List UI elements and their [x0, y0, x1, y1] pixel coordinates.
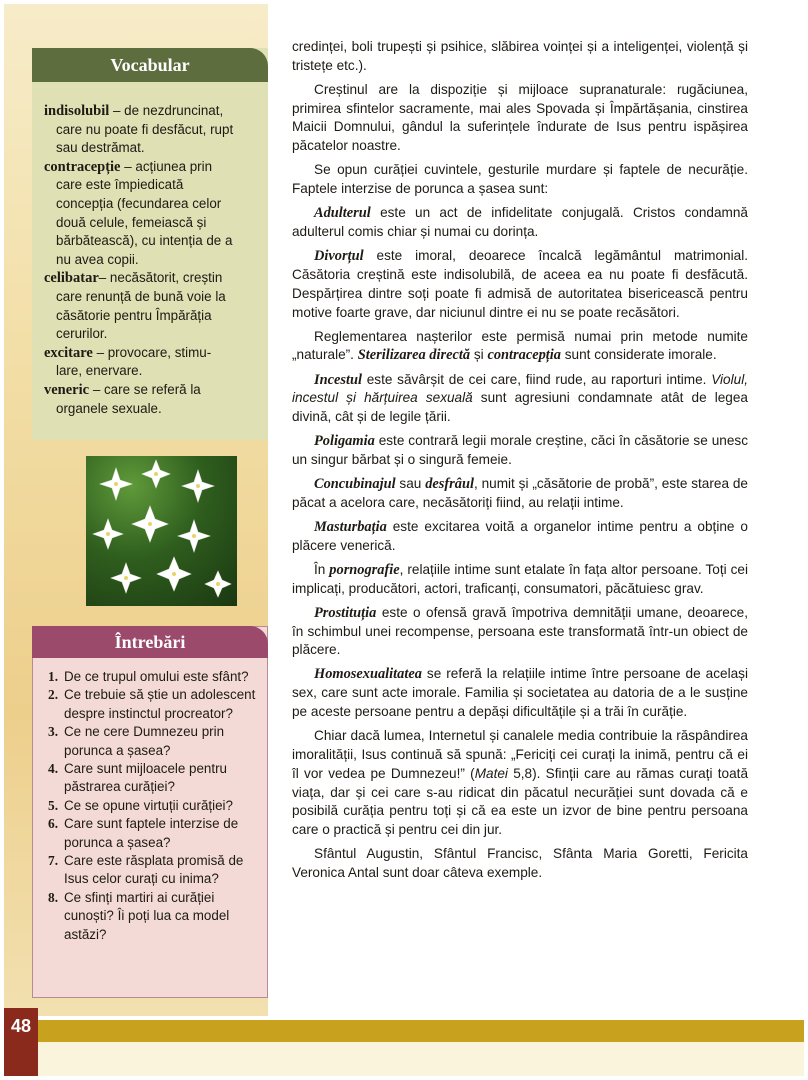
paragraph-text: este excitarea voită a organelor intime pentru a obține o plăcere venerică. — [292, 519, 748, 553]
paragraph-divort — [292, 247, 748, 322]
paragraph-text: este o ofensă gravă împotriva demnității umane, deoarece, în schimbul unei recompense, persoana este transformată într-un obiect de plăcere. — [292, 604, 748, 658]
page-number: 48 — [10, 1016, 32, 1036]
keyword: contracepția — [487, 347, 561, 364]
vocab-term: indisolubil — [44, 103, 110, 119]
question-item — [48, 686, 262, 723]
lily-flowers-illustration — [86, 456, 237, 606]
paragraph-concubinaj — [292, 475, 748, 513]
paragraph: Creștinul are la dispoziție și mijloace supranaturale: rugăciunea, primirea sfintelor sacramente, mai ales Spovada și Împărtășania, cinstirea Maicii Domnului, gândul la suferințele îndurate de Isus pentru ispășirea păcatelor noastre. — [292, 81, 748, 154]
paragraph-poligamie — [292, 432, 748, 470]
vocab-definition-line: sau destrămat. — [56, 140, 145, 156]
keyword: pornografie — [329, 561, 400, 578]
keyword: Prostituția — [314, 604, 377, 621]
question-number: 2. — [48, 687, 59, 703]
footer-strip — [4, 1042, 804, 1076]
paragraph-text: În — [314, 561, 330, 577]
paragraph-homosexualitate — [292, 665, 748, 721]
vocab-definition: – provocare, stimu- — [92, 344, 212, 360]
vocab-definition-line: care nu poate fi desfăcut, rupt — [56, 121, 234, 137]
vocabulary-list — [44, 102, 262, 418]
keyword: Divorțul — [314, 248, 364, 265]
keyword: Homosexualitatea — [314, 666, 422, 683]
vocab-definition-line: organele sexuale. — [56, 400, 162, 416]
paragraph: Se opun curăției cuvintele, gesturile murdare și faptele de necurăție. Faptele interzise de porunca a șasea sunt: — [292, 162, 748, 197]
paragraph-text: sunt agresiuni condamnate atât de legea divină, cât și de legile țării. — [292, 390, 748, 425]
question-item — [48, 815, 262, 852]
vocab-term: contracepție — [44, 158, 121, 175]
paragraph-text: se referă la relațiile intime între persoane de același sex, care sunt acte imorale. Familia și societatea au datoria de a le susține pe aceste persoane pentru a depăși dificultățile și a trăi în curăție. — [292, 666, 748, 720]
question-text: Care sunt mijloacele pentru păstrarea curăției? — [64, 761, 228, 795]
keyword: desfrâul — [425, 476, 474, 493]
question-text: Ce ne cere Dumnezeu prin porunca a șasea? — [64, 724, 225, 758]
italic-text: Violul, incestul și hărțuirea sexuală — [292, 371, 748, 406]
questions-list — [48, 668, 262, 944]
paragraph-text: sunt considerate imorale. — [560, 347, 717, 363]
question-item — [48, 852, 262, 889]
paragraph-text: sau — [395, 476, 426, 492]
question-text: Care este răsplata promisă de Isus celor curați cu inima? — [64, 853, 244, 887]
vocab-definition-line: nu avea copii. — [56, 251, 139, 267]
question-number: 8. — [48, 889, 59, 905]
vocab-entry — [44, 158, 262, 270]
question-number: 3. — [48, 724, 59, 740]
keyword: Poligamia — [314, 433, 375, 450]
vocab-term: excitare — [44, 344, 93, 361]
paragraph-text: 5,8). Sfinții care au rămas curați toată viața, dar și cei care s-au ridicat din păcatul necurăției sunt dovada că e posibilă curăția pentru toți și că ea este un izvor de bine pentru persoana care o practică și pentru cei din jur. — [292, 765, 749, 838]
paragraph-adulter — [292, 204, 748, 242]
vocab-definition-line: două celule, femeiască și — [56, 214, 207, 230]
vocab-entry — [44, 102, 262, 158]
paragraph-text: , relațiile intime sunt etalate în fața altor persoane. Toți cei implicați, producători, actori, traficanți, consumatori, păcătuiesc grav. — [292, 561, 748, 596]
question-text: De ce trupul omului este sfânt? — [64, 669, 249, 684]
questions-title: Întrebări — [32, 626, 268, 658]
vocab-term: celibatar — [44, 270, 99, 287]
keyword: Sterilizarea directă — [357, 347, 471, 364]
paragraph-reglementare — [292, 328, 748, 366]
vocab-definition-line: concepția (fecundarea celor — [56, 195, 222, 211]
question-number: 1. — [48, 669, 59, 684]
paragraph-text: este săvârșit de cei care, fiind rude, au raporturi intime. — [361, 371, 712, 387]
vocab-term: veneric — [44, 381, 90, 398]
vocab-definition-line: lare, enervare. — [56, 363, 143, 379]
footer-bar — [4, 1020, 804, 1042]
question-item — [48, 889, 262, 944]
vocab-entry — [44, 381, 262, 418]
bible-reference: Matei — [474, 765, 508, 781]
vocab-definition-line: căsătorie pentru Împărăția — [56, 307, 212, 323]
question-text: Ce trebuie să știe un adolescent despre instinctul procreator? — [64, 687, 256, 721]
paragraph-text: și — [470, 347, 488, 363]
vocab-entry — [44, 344, 262, 381]
question-item — [48, 760, 262, 797]
question-number: 5. — [48, 797, 59, 813]
keyword: Masturbația — [314, 519, 387, 535]
question-item — [48, 723, 262, 760]
question-number: 7. — [48, 853, 59, 869]
question-text: Ce se opune virtuții curăției? — [64, 797, 233, 813]
vocab-entry — [44, 269, 262, 343]
main-text-column — [292, 38, 748, 888]
paragraph-text: este contrară legii morale creștine, căci în căsătorie se unesc un singur bărbat și o singură femeie. — [292, 433, 748, 468]
vocab-definition-line: care renunță de bună voie la — [56, 288, 226, 304]
paragraph-text: Reglementarea nașterilor este permisă numai prin metode numite „naturale”. — [292, 328, 748, 363]
paragraph: Sfântul Augustin, Sfântul Francisc, Sfânta Maria Goretti, Fericita Veronica Antal sunt doar câteva exemple. — [292, 846, 748, 881]
paragraph-prostitutie — [292, 604, 748, 660]
keyword: Adulterul — [314, 205, 371, 222]
vocab-definition-line: cerurilor. — [56, 326, 108, 342]
question-number: 6. — [48, 816, 59, 832]
keyword: Incestul — [314, 371, 362, 388]
paragraph-pornografie — [292, 561, 748, 599]
question-item — [48, 668, 262, 686]
vocab-definition: – necăsătorit, creștin — [98, 270, 223, 286]
paragraph: credinței, boli trupești și psihice, slăbirea voinței și a inteligenței, violență și tristețe etc.). — [292, 39, 748, 73]
vocabulary-title: Vocabular — [32, 48, 268, 82]
paragraph-incest — [292, 371, 748, 427]
paragraph-text: este imoral, deoarece încalcă legământul matrimonial. Căsătoria creștină este indisolubilă, de aceea ea nu poate fi desfăcută. Despărțirea dintre soți poate fi admisă de autoritatea bisericească pentru motive foarte grave, dar niciunul dintre ei nu se poate recăsători. — [292, 248, 748, 320]
white-lilies-photo — [86, 456, 237, 606]
paragraph-text: este un act de infidelitate conjugală. Cristos condamnă adulterul comis chiar și numai cu dorința. — [292, 205, 748, 240]
vocab-definition: – de nezdruncinat, — [109, 103, 224, 118]
vocab-definition: – acțiunea prin — [120, 158, 213, 174]
vocab-definition-line: bărbătească), cu intenția de a — [56, 233, 233, 249]
paragraph-masturbatie — [292, 518, 748, 556]
question-item — [48, 797, 262, 815]
question-number: 4. — [48, 761, 59, 777]
vocab-definition-line: care este împiedicată — [56, 177, 184, 193]
paragraph-text: , numit și „căsătorie de probă”, este starea de păcat a acelora care, necăsătoriți fiind, au relații intime. — [292, 476, 748, 510]
paragraph-text: Chiar dacă lumea, Internetul și canalele media contribuie la răspândirea imoralității, Isus continuă să spună: „Fericiți cei curați la inimă, pentru că ei îl vor vedea pe Dumnezeu!” ( — [292, 728, 748, 781]
paragraph-internet — [292, 727, 748, 840]
question-text: Care sunt faptele interzise de porunca a șasea? — [64, 816, 239, 850]
vocab-definition: – care se referă la — [89, 381, 201, 397]
keyword: Concubinajul — [314, 476, 396, 493]
question-text: Ce sfinți martiri ai curăției cunoști? Îi poți lua ca model astăzi? — [64, 889, 230, 942]
